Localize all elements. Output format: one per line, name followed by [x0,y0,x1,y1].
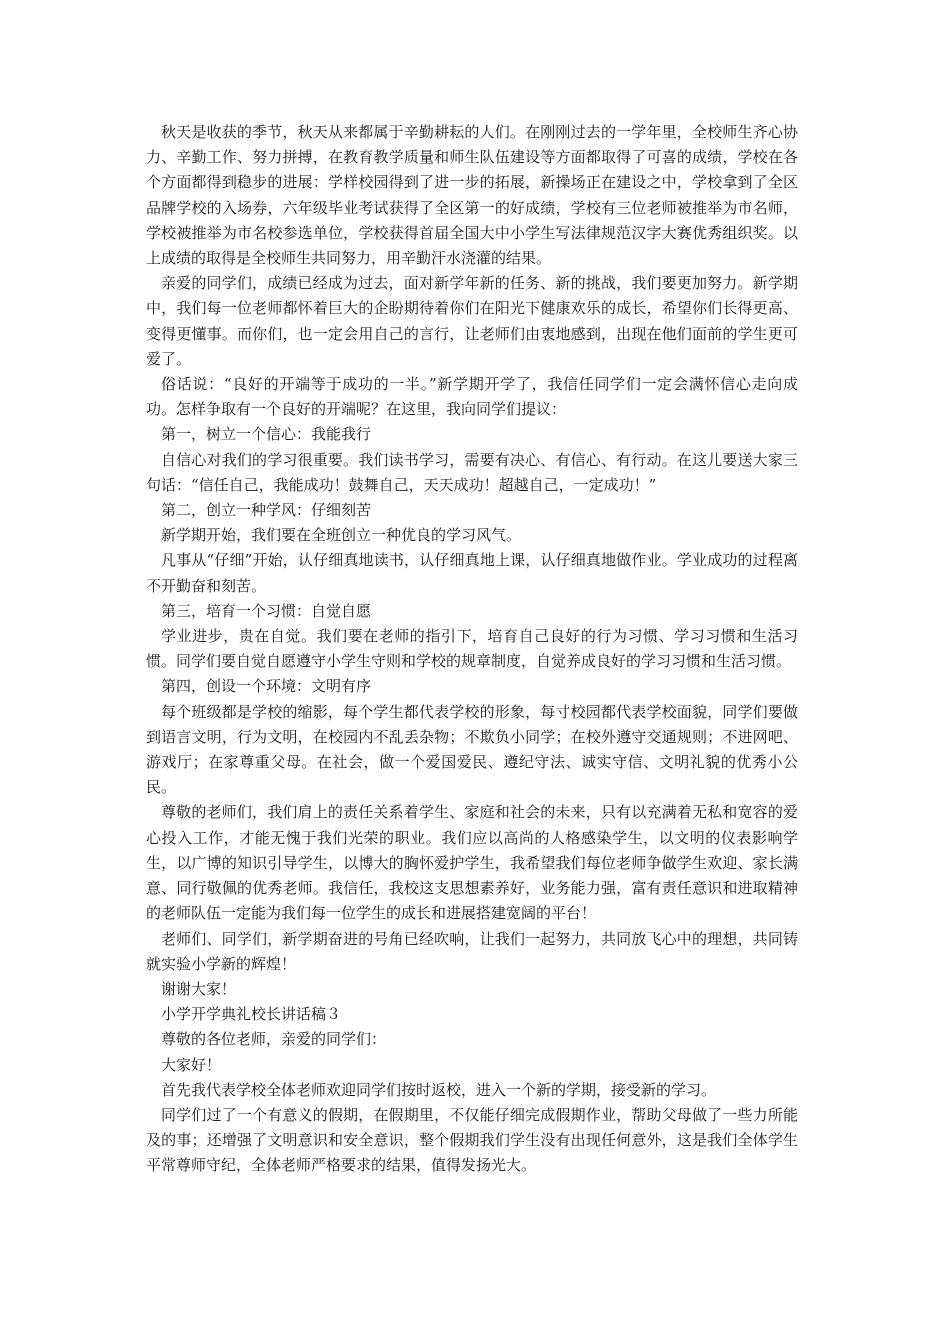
closing-line: 谢谢大家！ [161,979,237,998]
document-body [146,120,798,1179]
paragraph: 每个班级都是学校的缩影，每个学生都代表学校的形象，每寸校园都代表学校面貌，同学们要做到语言文明，行为文明，在校园内不乱丢杂物；不欺负小同学；在校外遵守交通规则；不进网吧、游戏厅；在家尊重父母。在社会，做一个爱国爱民、遵纪守法、诚实守信、文明礼貌的优秀小公民。 [146,702,798,797]
paragraph: 亲爱的同学们，成绩已经成为过去，面对新学年新的任务、新的挑战，我们要更加努力。新学期中，我们每一位老师都怀着巨大的企盼期待着你们在阳光下健康欢乐的成长，希望你们长得更高、变得更懂事。而你们，也一定会用自己的言行，让老师们由衷地感到，出现在他们面前的学生更可爱了。 [146,274,798,368]
section-heading: 第二，创立一种学风：仔细刻苦 [161,501,372,520]
paragraph: 同学们过了一个有意义的假期，在假期里，不仅能仔细完成假期作业，帮助父母做了一些力所能及的事；还增强了文明意识和安全意识，整个假期我们学生没有出现任何意外，这是我们全体学生平常尊师守纪，全体老师严格要求的结果，值得发扬光大。 [146,1105,798,1175]
speech-title: 小学开学典礼校长讲话稿３ [161,1005,342,1024]
section-heading: 第三，培育一个习惯：自觉自愿 [161,601,372,620]
paragraph: 秋天是收获的季节，秋天从来都属于辛勤耕耘的人们。在刚刚过去的一学年里，全校师生齐心协力、辛勤工作、努力拼搏，在教育教学质量和师生队伍建设等方面都取得了可喜的成绩，学校在各个方面都得到稳步的进展：学样校园得到了进一步的拓展，新操场正在建设之中，学校拿到了全区品牌学校的入场券，六年级毕业考试获得了全区第一的好成绩，学校有三位老师被推举为市名师，学校被推举为市名校参选单位，学校获得首届全国大中小学生写法律规范汉字大赛优秀组织奖。以上成绩的取得是全校师生共同努力，用辛勤汗水浇灌的结果。 [146,123,798,268]
paragraph: 学业进步，贵在自觉。我们要在老师的指引下，培育自己良好的行为习惯、学习习惯和生活习惯。同学们要自觉自愿遵守小学生守则和学校的规章制度，自觉养成良好的学习习惯和生活习惯。 [146,627,798,671]
paragraph: 自信心对我们的学习很重要。我们读书学习，需要有决心、有信心、有行动。在这儿要送大家三句话：“信任自己，我能成功！鼓舞自己，天天成功！超越自己，一定成功！” [146,450,798,494]
section-heading: 第四，创设一个环境：文明有序 [161,677,372,696]
paragraph: 首先我代表学校全体老师欢迎同学们按时返校，进入一个新的学期，接受新的学习。 [161,1080,717,1099]
section-heading: 第一，树立一个信心：我能我行 [161,425,372,444]
paragraph: 老师们、同学们，新学期奋进的号角已经吹响，让我们一起努力，共同放飞心中的理想，共同铸就实验小学新的辉煌！ [146,929,798,973]
greeting: 大家好！ [161,1055,222,1074]
paragraph: 凡事从“仔细”开始，认仔细真地读书，认仔细真地上课，认仔细真地做作业。学业成功的过程离不开勤奋和刻苦。 [146,551,798,595]
paragraph: 尊敬的老师们，我们肩上的责任关系着学生、家庭和社会的未来，只有以充满着无私和宽容的爱心投入工作，才能无愧于我们光荣的职业。我们应以高尚的人格感染学生，以文明的仪表影响学生，以广博的知识引导学生，以博大的胸怀爱护学生，我希望我们每位老师争做学生欢迎、家长满意、同行敬佩的优秀老师。我信任，我校这支思想素养好，业务能力强，富有责任意识和进取精神的老师队伍一定能为我们每一位学生的成长和进展搭建宽阔的平台！ [146,803,798,923]
salutation: 尊敬的各位老师，亲爱的同学们： [161,1030,387,1049]
paragraph: 俗话说：“良好的开端等于成功的一半。”新学期开学了，我信任同学们一定会满怀信心走向成功。怎样争取有一个良好的开端呢？在这里，我向同学们提议： [146,375,798,419]
paragraph: 新学期开始，我们要在全班创立一种优良的学习风气。 [161,526,522,545]
